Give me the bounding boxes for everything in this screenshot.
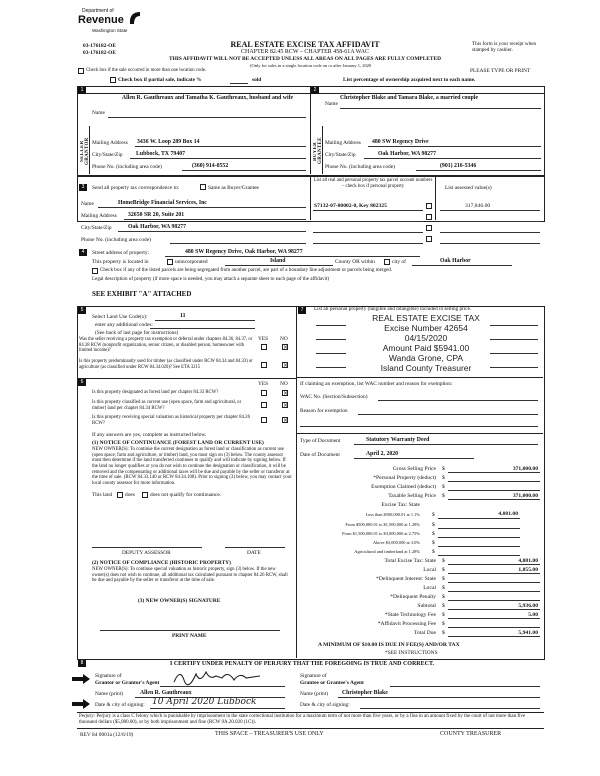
- cu-q2: Is this property classified as current use (open space, farm and agricultural, or timber) land per chapter 84.34 RCW?: [92, 400, 242, 411]
- exhibit-text[interactable]: SEE EXHIBIT "A" ATTACHED: [92, 290, 192, 298]
- corr-phone-label: Phone No. (including area code): [81, 237, 151, 243]
- corr-name-label: Name: [81, 201, 94, 207]
- doc-date-label: Date of Document: [300, 452, 340, 458]
- corr-city-label: City/State/Zip: [81, 225, 112, 231]
- exemption-label: If claiming an exemption, list WAC number and reason for exemption:: [300, 381, 453, 387]
- wa-swoosh-icon: [128, 10, 142, 26]
- date-arrow-icon: [72, 699, 90, 709]
- land-use-no: NO: [280, 336, 288, 342]
- buyer-phone-label: Phone No. (including area code): [325, 164, 395, 170]
- notice2-title: (2) NOTICE OF COMPLIANCE (HISTORIC PROPERTY): [92, 560, 231, 566]
- q1-no-checkbox[interactable]: ×: [283, 344, 289, 351]
- dollar-sign: $: [432, 549, 435, 555]
- dollar-sign: $: [442, 484, 445, 490]
- grantee-sig-label2: Grantee or Grantee's Agent: [300, 680, 364, 686]
- tier5-label: Agricultural and timberland at 1.28%: [354, 549, 420, 554]
- partial-sale-label: Check box if partial sale, indicate %: [118, 77, 202, 83]
- treasurer-stamp: [312, 313, 540, 374]
- total-due-label: Total Due: [413, 630, 436, 636]
- tech-fee-label: *State Technology Fee: [384, 612, 436, 618]
- notice1-title: (1) NOTICE OF CONTINUANCE (FOREST LAND OR CURRENT USE): [92, 440, 264, 446]
- does-checkbox[interactable]: [117, 492, 123, 498]
- subtotal-amount[interactable]: 5,936.00: [518, 603, 538, 609]
- street-label: Street address of property:: [92, 250, 150, 256]
- wac-label: WAC No. (Section/Subsection): [300, 394, 368, 400]
- unincorporated-label: unincorporated: [175, 259, 208, 265]
- located-label: This property is located in: [92, 259, 149, 265]
- seller-address[interactable]: 3436 W. Loop 289 Box 14: [137, 139, 200, 145]
- multi-location-checkbox[interactable]: [78, 68, 84, 74]
- doc-type-label: Type of Document: [300, 438, 341, 444]
- deputy-assessor-label: DEPUTY ASSESSOR: [122, 550, 171, 556]
- parcel-2-personal-checkbox[interactable]: [426, 214, 432, 220]
- seller-city[interactable]: Lubbock, TX 79407: [136, 151, 186, 157]
- affidavit-fee-label: *Affidavit Processing Fee: [377, 621, 436, 627]
- grantor-name-label: Name (print): [95, 691, 123, 697]
- city-value[interactable]: Oak Harbor: [440, 258, 471, 264]
- treasurer-space: THIS SPACE – TREASURER'S USE ONLY: [215, 731, 324, 737]
- tier1-label: Less than $500,000.01 at 1.1%: [365, 512, 420, 517]
- local-label: Local: [423, 567, 436, 573]
- section-1-badge: 1: [78, 87, 86, 94]
- partial-sale-checkbox[interactable]: [110, 77, 116, 83]
- form-title: REAL ESTATE EXCISE TAX AFFIDAVIT: [230, 40, 380, 49]
- parcel-3-personal-checkbox[interactable]: [426, 225, 432, 231]
- q1-yes-checkbox[interactable]: [261, 344, 267, 350]
- buyer-name-label: Name: [325, 101, 338, 107]
- tier3-label: From $1,500,000.01 to $3,000,000 at 2.75%: [342, 531, 420, 536]
- exemption-claimed-label: Exemption Claimed (deduct): [371, 484, 436, 490]
- assessed-header: List assessed value(s): [445, 185, 492, 191]
- tech-fee-amount[interactable]: 5.00: [528, 612, 538, 618]
- print-note: PLEASE TYPE OR PRINT: [470, 68, 531, 74]
- ownership-note: List percentage of ownership acquired next to each name.: [343, 77, 476, 83]
- dollar-sign: $: [432, 531, 435, 537]
- form-chapter: CHAPTER 82.45 RCW – CHAPTER 458-61A WAC: [241, 49, 369, 55]
- perjury-note: Perjury: Perjury is a class C felony which is punishable by imprisonment in the state correctional institution for a maximum term of not more than five years, or by a fine in an amount fixed by the court of not more than five thousand dollars ($5,000.00), or by both imprisonment and fine (RCW 9A.20.020 (1C)).: [79, 714, 526, 725]
- dollar-sign: $: [442, 558, 445, 564]
- dollar-sign: $: [442, 594, 445, 600]
- corr-address-label: Mailing Address: [81, 213, 117, 219]
- logo-dept: Department of: [82, 8, 114, 14]
- buyer-name[interactable]: Christopher Blake and Tamara Blake, a married couple: [340, 95, 479, 101]
- seller-side-label: SELLER GRANTOR: [80, 137, 90, 165]
- section-4-badge: 4: [79, 249, 87, 256]
- tier2-label: From $500,000.01 to $1,500,000 at 1.28%: [345, 522, 420, 527]
- corr-name[interactable]: HomeBridge Financial Services, Inc: [118, 200, 207, 206]
- seller-phone-label: Phone No. (including area code): [92, 164, 162, 170]
- unincorporated-checkbox[interactable]: [167, 259, 173, 265]
- delinquent-interest-label: *Delinquent Interest: State: [376, 576, 436, 582]
- land-use-code[interactable]: 11: [180, 313, 186, 319]
- current-use-no: NO: [280, 381, 288, 387]
- excise-label: Excise Tax: State: [381, 502, 420, 508]
- see-instructions: *SEE INSTRUCTIONS: [385, 650, 438, 656]
- print-name-label: PRINT NAME: [172, 633, 207, 639]
- seller-address-label: Mailing Address: [92, 140, 128, 146]
- new-owner-sig-label: (3) NEW OWNER(S) SIGNATURE: [138, 598, 221, 604]
- cu-q2-no-checkbox[interactable]: ×: [283, 402, 289, 409]
- land-use-label: Select Land Use Code(s):: [92, 314, 148, 320]
- subtotal-label: Subtotal: [417, 603, 436, 609]
- corr-address[interactable]: 32650 SR 20, Suite 201: [128, 212, 185, 218]
- additional-codes-label: enter any additional codes:: [95, 322, 153, 328]
- segregated-label: Check box if any of the listed parcels are being segregated from another parcel, are part of a boundary line adjustment or parcels being merged.: [100, 267, 393, 273]
- q2-no-checkbox[interactable]: ×: [283, 362, 289, 369]
- land-use-q2: Is this property predominantly used for timber (as classified under RCW 84.34 and 84.33) or agriculture (as classified under RCW 84.34.020)? See ETA 3215: [79, 359, 253, 370]
- minimum-note: A MINIMUM OF $10.00 IS DUE IN FEE(S) AND/OR TAX: [318, 642, 460, 648]
- stamp-line-6: Island County Treasurer: [380, 363, 472, 374]
- receipt-note: This form is your receipt when stamped by cashier.: [472, 41, 537, 54]
- total-excise-label: Total Excise Tax: State: [384, 558, 436, 564]
- county-treasurer: COUNTY TREASURER: [440, 731, 502, 737]
- grantor-date-city[interactable]: 10 April 2020 Lubbock: [152, 697, 257, 707]
- parcel-4-personal-checkbox[interactable]: [426, 236, 432, 242]
- multi-location-label: Check box if the sale occurred in more than one location code.: [86, 68, 207, 73]
- this-land-label: This land: [92, 492, 113, 498]
- grantor-print-name[interactable]: Allen R. Gauthreaux: [140, 690, 192, 696]
- parcels-header: List all real and personal property tax parcel account numbers – check box if personal property: [313, 178, 433, 189]
- cu-q3-yes-checkbox[interactable]: [261, 417, 267, 423]
- grantor-signature[interactable]: [170, 666, 270, 686]
- cu-q1: Is this property designated as forest land per chapter 84.33 RCW?: [92, 390, 219, 395]
- within-city-checkbox[interactable]: [384, 259, 390, 265]
- certify-statement: I CERTIFY UNDER PENALTY OF PERJURY THAT THE FOREGOING IS TRUE AND CORRECT.: [170, 661, 435, 667]
- dollar-sign: $: [442, 630, 445, 636]
- city-of-label: city of: [392, 259, 406, 265]
- grantor-sig-label1: Signature of: [95, 673, 122, 679]
- seller-name[interactable]: Allen R. Gauthreaux and Tamatha K. Gauthreaux, husband and wife: [121, 95, 294, 101]
- section-8-badge: 8: [78, 660, 86, 667]
- dollar-sign: $: [442, 466, 445, 472]
- notice2-body: NEW OWNER(S): To continue special valuation as historic property, sign (3) below. If the new owner(s) does not wish to continue, all additional tax calculated pursuant to chapter 84.26 RCW, shall be due and payable by the seller or transferor at the time of sale.: [92, 567, 288, 584]
- grantor-sig-label2: Grantor or Grantor's Agent: [95, 680, 160, 686]
- gross-amount[interactable]: 371,000.00: [512, 466, 538, 472]
- form-code-2: 03-176182-OE: [83, 50, 116, 56]
- local-amount[interactable]: 1,855.00: [518, 567, 538, 573]
- buyer-city-label: City/State/Zip: [325, 152, 356, 158]
- deputy-date-label: DATE: [247, 550, 261, 556]
- taxable-amount[interactable]: 371,000.00: [512, 493, 538, 499]
- same-as-buyer-checkbox[interactable]: [200, 184, 206, 190]
- buyer-city[interactable]: Oak Harbor, WA 98277: [378, 151, 436, 157]
- personal-property-label: List all personal property (tangible and intangible) included in selling price.: [314, 306, 472, 312]
- section-7-badge: 7: [298, 307, 306, 314]
- gross-label: Gross Selling Price: [392, 466, 436, 472]
- land-use-yes: YES: [258, 336, 269, 342]
- dor-logo: [78, 8, 148, 38]
- doc-date[interactable]: April 2, 2020: [366, 451, 399, 457]
- section-5-badge: 5: [78, 307, 86, 314]
- grantee-sig-label1: Signature of: [300, 673, 327, 679]
- logo-revenue: Revenue: [78, 14, 124, 26]
- delinquent-penalty-label: *Delinquent Penalty: [390, 594, 436, 600]
- legal-description-label: Legal description of property (if more space is needed, you may attach a separate sheet to each page of the affidavit): [92, 276, 330, 282]
- stamp-line-5: Wanda Grone, CPA: [388, 353, 464, 364]
- dollar-sign: $: [432, 512, 435, 518]
- grantee-date-label: Date & city of signing:: [300, 702, 350, 708]
- seller-city-label: City/State/Zip: [92, 152, 123, 158]
- dollar-sign: $: [432, 522, 435, 528]
- grantee-name-label: Name (print): [300, 691, 328, 697]
- stamp-line-3: 04/15/2020: [404, 333, 448, 344]
- total-excise-amount[interactable]: 4,081.00: [518, 558, 538, 564]
- form-notice: THIS AFFIDAVIT WILL NOT BE ACCEPTED UNLESS ALL AREAS ON ALL PAGES ARE FULLY COMPLETED: [168, 56, 441, 62]
- dollar-sign: $: [442, 493, 445, 499]
- seller-phone[interactable]: (360) 914-0552: [192, 163, 229, 169]
- cu-q1-no-checkbox[interactable]: ×: [283, 390, 289, 397]
- see-back-label: (See back of last page for instructions): [95, 330, 179, 336]
- buyer-phone[interactable]: (901) 216-5346: [440, 163, 477, 169]
- reason-label: Reason for exemption: [300, 408, 348, 414]
- grantee-print-name[interactable]: Christopher Blake: [342, 690, 388, 696]
- county-value[interactable]: Island: [270, 258, 286, 264]
- stamp-line-4: Amount Paid $5941.00: [382, 343, 470, 354]
- if-any-label: If any answers are yes, complete as instructed below.: [92, 432, 207, 438]
- dollar-sign: $: [442, 475, 445, 481]
- seller-name-label: Name: [92, 110, 105, 116]
- assessed-value-1[interactable]: 317,846.00: [465, 203, 491, 209]
- dollar-sign: $: [442, 621, 445, 627]
- dollar-sign: $: [432, 540, 435, 546]
- cu-q1-yes-checkbox[interactable]: [261, 390, 267, 396]
- parcel-1[interactable]: S7132-07-00002-0, Key 802325: [314, 203, 387, 209]
- grantor-date-label: Date & city of signing:: [95, 702, 145, 708]
- tier4-label: Above $3,000,000 at 3.0%: [372, 540, 420, 545]
- form-code-1: 03-176182-OE: [83, 43, 116, 49]
- does-not-checkbox[interactable]: [142, 492, 148, 498]
- section-6-badge: 6: [78, 379, 86, 386]
- segregated-checkbox[interactable]: [92, 268, 98, 274]
- corr-city[interactable]: Oak Harbor, WA 98277: [128, 224, 186, 230]
- stamp-line-1: REAL ESTATE EXCISE TAX: [372, 313, 480, 323]
- partial-percent-line: [230, 83, 248, 84]
- does-label: does: [125, 492, 135, 498]
- sold-label: sold: [252, 77, 262, 83]
- does-not-label: does not qualify for continuance.: [150, 492, 222, 498]
- dollar-sign: $: [442, 612, 445, 618]
- cu-q3: Is this property receiving special valuation as historical property per chapter 84.26 RCW?: [92, 415, 250, 426]
- logo-state: Washington State: [92, 28, 128, 33]
- local2-label: Local: [423, 585, 436, 591]
- total-due-amount[interactable]: 5,941.00: [518, 630, 538, 636]
- county-label: County OR within: [335, 259, 375, 265]
- rev-number: REV 84 0001a (12/6/19): [80, 732, 134, 738]
- buyer-side-label: BUYER GRANTEE: [313, 137, 323, 165]
- buyer-address-label: Mailing Address: [325, 140, 361, 146]
- tier1-amount[interactable]: 4,081.00: [498, 511, 518, 517]
- dollar-sign: $: [442, 585, 445, 591]
- cu-q3-no-checkbox[interactable]: ×: [283, 417, 289, 424]
- land-use-q1: Was the seller receiving a property tax exemption or deferral under chapters 84.36, 84.37, or 84.38 RCW (nonprofit organization, senior citizen, or disabled person, homeowner with limited income)?: [79, 337, 253, 354]
- stamp-line-2: Excise Number 42654: [384, 323, 468, 334]
- same-as-buyer-label: Same as Buyer/Grantee: [208, 185, 259, 191]
- correspondence-label: Send all property tax correspondence to:: [92, 185, 180, 191]
- section-3-badge: 3: [79, 184, 87, 191]
- current-use-yes: YES: [258, 381, 269, 387]
- personal-label: *Personal Property (deduct): [373, 475, 436, 481]
- street-address[interactable]: 480 SW Regency Drive, Oak Harbor, WA 98277: [185, 249, 303, 255]
- dollar-sign: $: [442, 576, 445, 582]
- taxable-label: Taxable Selling Price: [388, 493, 436, 499]
- only-for-note: (Only for sales in a single location code on or after January 1, 2020: [250, 63, 372, 68]
- doc-type[interactable]: Statutory Warranty Deed: [366, 437, 430, 443]
- dollar-sign: $: [442, 603, 445, 609]
- notice1-body: NEW OWNER(S): To continue the current designation as forest land or classification as current use (open space, farm and agriculture, or timber) land, you must sign on (3) below. The county assessor must then determine if the land transferred continues to qualify and will indicate by signing below. If the land no longer qualifies or you do not wish to continue the designation or classification, it will be removed and the compensating or additional taxes will be due and payable by the seller or transferor at the time of sale. (RCW 84.33.140 or RCW 84.34.108). Prior to signing (3) below, you may contact your local county assessor for more information.: [92, 447, 292, 486]
- buyer-address[interactable]: 480 SW Regency Drive: [372, 139, 429, 145]
- q2-yes-checkbox[interactable]: [261, 362, 267, 368]
- section-2-badge: 2: [311, 87, 319, 94]
- cu-q2-yes-checkbox[interactable]: [261, 402, 267, 408]
- parcel-1-personal-checkbox[interactable]: [426, 203, 432, 209]
- dollar-sign: $: [442, 567, 445, 573]
- signature-arrow-icon: [72, 674, 90, 684]
